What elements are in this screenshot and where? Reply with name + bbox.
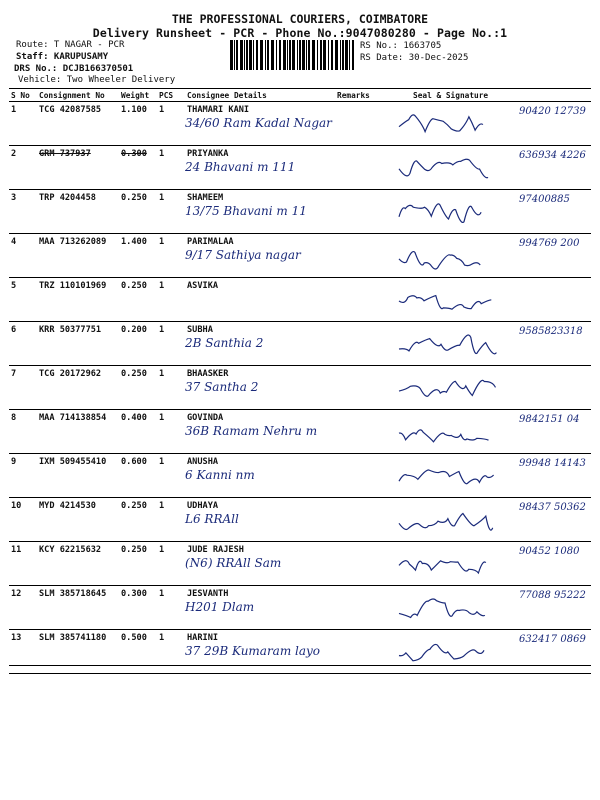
row-weight: 0.250 [119,366,157,410]
row-pcs: 1 [157,630,185,674]
row-seal-signature [391,102,591,146]
row-weight: 0.250 [119,498,157,542]
handwritten-address: 13/75 Bhavani m 11 [185,204,307,218]
row-weight: 1.100 [119,102,157,146]
row-sno: 12 [9,586,37,630]
table-row [9,498,591,542]
row-weight: 0.400 [119,410,157,454]
delivery-table [9,88,591,674]
row-sno: 2 [9,146,37,190]
handwritten-address: 34/60 Ram Kadal Nagar [185,116,332,130]
barcode [230,40,356,70]
row-consignee [185,410,335,454]
table-row [9,278,591,322]
signature-scribble [395,242,515,272]
row-pcs: 1 [157,586,185,630]
row-consignment-no: TRZ 110101969 [37,278,119,322]
handwritten-address: 37 29B Kumaram layo [185,644,321,658]
row-consignee [185,454,335,498]
row-seal-signature [391,366,591,410]
consignee-name: JUDE RAJESH [187,545,244,555]
consignee-name: ASVIKA [187,281,219,291]
row-remarks [335,454,391,498]
row-pcs: 1 [157,542,185,586]
handwritten-address: 6 Kanni nm [185,468,255,482]
row-sno: 11 [9,542,37,586]
consignee-name: UDHAYA [187,501,219,511]
consignee-name: BHAASKER [187,369,229,379]
table-row [9,190,591,234]
handwritten-address: 9/17 Sathiya nagar [185,248,301,262]
col-seal: Seal & Signature [391,89,591,102]
runsheet-subtitle: Delivery Runsheet - PCR - Phone No.:9047080280 - Page No.:1 [92,26,508,40]
row-remarks [335,102,391,146]
table-row [9,410,591,454]
row-sno: 1 [9,102,37,146]
handwritten-phone: 994769 200 [519,238,580,249]
table-row [9,366,591,410]
row-seal-signature [391,454,591,498]
consignee-name: HARINI [187,633,219,643]
row-consignment-no: SLM 385741180 [37,630,119,674]
handwritten-phone: 99948 14143 [519,458,586,469]
row-consignment-no: TCG 20172962 [37,366,119,410]
row-sno: 7 [9,366,37,410]
signature-scribble [395,594,515,624]
handwritten-phone: 98437 50362 [519,502,586,513]
staff-label: Staff: KARUPUSAMY [16,52,109,62]
row-remarks [335,586,391,630]
row-weight: 0.500 [119,630,157,674]
row-sno: 6 [9,322,37,366]
row-sno: 3 [9,190,37,234]
row-consignee [185,278,335,322]
row-remarks [335,146,391,190]
row-sno: 10 [9,498,37,542]
handwritten-phone: 77088 95222 [519,590,586,601]
handwritten-phone: 632417 0869 [519,634,586,645]
row-pcs: 1 [157,454,185,498]
row-weight: 0.600 [119,454,157,498]
row-consignment-no: KCY 62215632 [37,542,119,586]
row-consignee [185,586,335,630]
vehicle-label: Vehicle: Two Wheeler Delivery [18,75,176,85]
table-row [9,542,591,586]
row-remarks [335,410,391,454]
signature-scribble [395,550,515,580]
row-sno: 4 [9,234,37,278]
consignee-name: SHAMEEM [187,193,224,203]
row-consignment-no: MAA 714138854 [37,410,119,454]
table-header-row [9,89,591,102]
row-pcs: 1 [157,102,185,146]
row-consignment-no: MAA 713262089 [37,234,119,278]
row-consignment-no: IXM 509455410 [37,454,119,498]
consignee-name: PRIYANKA [187,149,229,159]
row-remarks [335,630,391,674]
handwritten-address: L6 RRAll [185,512,239,526]
handwritten-phone: 636934 4226 [519,150,586,161]
row-consignment-no: TRP 4204458 [37,190,119,234]
handwritten-phone: 90452 1080 [519,546,580,557]
signature-scribble [395,286,515,316]
row-seal-signature [391,542,591,586]
handwritten-address: 36B Ramam Nehru m [185,424,318,438]
handwritten-address: (N6) RRAll Sam [185,556,282,570]
row-consignee [185,322,335,366]
handwritten-address: 37 Santha 2 [185,380,259,394]
table-row [9,322,591,366]
signature-scribble [395,330,515,360]
row-consignment-no: GRM 737937 [37,146,119,190]
row-weight: 0.300 [119,586,157,630]
table-row [9,586,591,630]
row-pcs: 1 [157,190,185,234]
consignee-name: PARIMALAA [187,237,234,247]
signature-scribble [395,506,515,536]
row-weight: 0.250 [119,190,157,234]
row-seal-signature [391,586,591,630]
row-pcs: 1 [157,410,185,454]
row-sno: 9 [9,454,37,498]
row-consignment-no: MYD 4214530 [37,498,119,542]
signature-scribble [395,198,515,228]
row-consignment-no: TCG 42087585 [37,102,119,146]
row-consignee [185,366,335,410]
signature-scribble [395,110,515,140]
row-seal-signature [391,234,591,278]
row-remarks [335,366,391,410]
row-sno: 8 [9,410,37,454]
handwritten-phone: 90420 12739 [519,106,586,117]
row-consignment-no: SLM 385718645 [37,586,119,630]
signature-scribble [395,462,515,492]
route-label: Route: T NAGAR - PCR [16,40,125,50]
row-remarks [335,190,391,234]
row-seal-signature [391,630,591,674]
col-remarks: Remarks [335,89,391,102]
col-consignment: Consignment No [37,89,119,102]
row-seal-signature [391,322,591,366]
row-pcs: 1 [157,278,185,322]
table-row [9,454,591,498]
row-weight: 1.400 [119,234,157,278]
row-seal-signature [391,146,591,190]
row-weight: 0.250 [119,542,157,586]
consignee-name: JESVANTH [187,589,229,599]
company-title: THE PROFESSIONAL COURIERS, COIMBATORE [171,12,429,26]
col-sno: S No [9,89,37,102]
rs-number: RS No.: 1663705 [360,41,442,51]
table-row [9,630,591,674]
consignee-name: GOVINDA [187,413,224,423]
row-pcs: 1 [157,234,185,278]
consignee-name: ANUSHA [187,457,219,467]
row-consignee [185,190,335,234]
row-consignee [185,542,335,586]
row-consignment-no: KRR 50377751 [37,322,119,366]
col-weight: Weight [119,89,157,102]
row-weight: 0.200 [119,322,157,366]
handwritten-phone: 97400885 [519,194,570,205]
signature-scribble [395,638,515,668]
row-pcs: 1 [157,146,185,190]
consignee-name: THAMARI KANI [187,105,250,115]
row-remarks [335,278,391,322]
signature-scribble [395,154,515,184]
handwritten-address: 24 Bhavani m 111 [185,160,296,174]
handwritten-address: H201 Dlam [185,600,255,614]
row-remarks [335,234,391,278]
row-seal-signature [391,498,591,542]
row-consignee [185,146,335,190]
row-consignee [185,102,335,146]
row-weight: 0.250 [119,278,157,322]
drs-number: DRS No.: DCJB166370501 [14,64,134,74]
handwritten-address: 2B Santhia 2 [185,336,264,350]
row-seal-signature [391,190,591,234]
consignee-name: SUBHA [187,325,213,335]
signature-scribble [395,374,515,404]
row-weight: 0.300 [119,146,157,190]
row-pcs: 1 [157,366,185,410]
table-row [9,146,591,190]
table-bottom-rule [9,665,591,666]
rs-date: RS Date: 30-Dec-2025 [360,53,469,63]
row-seal-signature [391,278,591,322]
row-consignee [185,234,335,278]
handwritten-phone: 9842151 04 [519,414,580,425]
row-remarks [335,498,391,542]
row-consignee [185,498,335,542]
row-pcs: 1 [157,498,185,542]
col-pcs: PCS [157,89,185,102]
row-consignee [185,630,335,674]
row-pcs: 1 [157,322,185,366]
row-remarks [335,322,391,366]
row-sno: 5 [9,278,37,322]
signature-scribble [395,418,515,448]
col-consignee: Consignee Details [185,89,335,102]
handwritten-phone: 9585823318 [519,326,583,337]
table-row [9,234,591,278]
row-seal-signature [391,410,591,454]
row-sno: 13 [9,630,37,674]
row-remarks [335,542,391,586]
table-row [9,102,591,146]
